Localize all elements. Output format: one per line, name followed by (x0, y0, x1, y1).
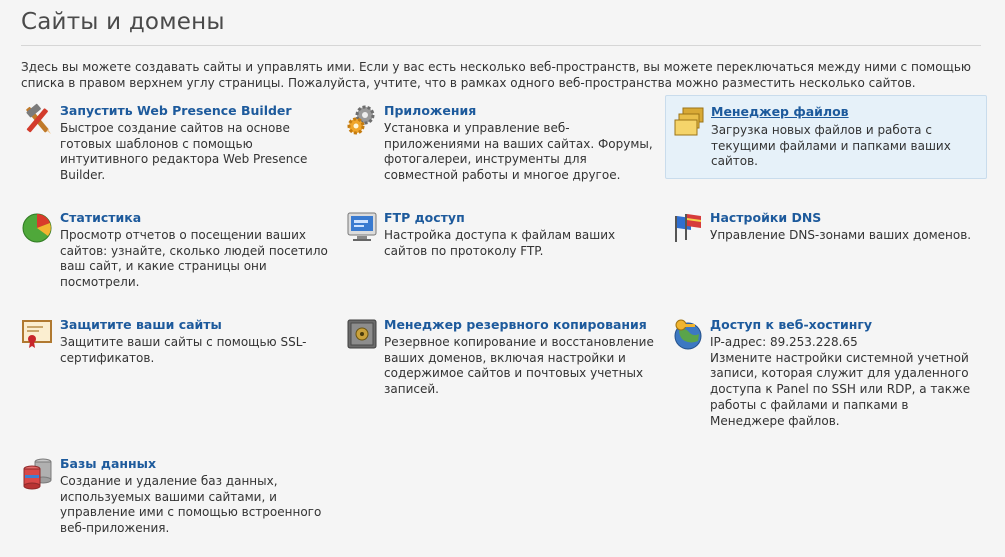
tool-file-manager[interactable] (665, 95, 987, 179)
tool-name[interactable]: Менеджер файлов (711, 104, 849, 119)
dns-flags-icon (671, 210, 705, 244)
tool-description: Защитите ваши сайты с помощью SSL-сертификатов. (60, 335, 307, 365)
tool-description: Просмотр отчетов о посещении ваших сайтов: узнайте, сколько людей посетило ваш сайт, и какие страницы они посмотрели. (60, 228, 328, 290)
tool-description: Настройка доступа к файлам ваших сайтов по протоколу FTP. (384, 228, 616, 258)
pie-chart-icon (21, 210, 55, 244)
tool-description: Управление DNS-зонами ваших доменов. (710, 228, 972, 242)
tool-description: Резервное копирование и восстановление ваших доменов, включая настройки и содержимое сайтов и почтовых учетных записей. (384, 335, 654, 397)
tool-description (710, 335, 980, 429)
globe-key-icon (671, 317, 705, 351)
tool-description: Быстрое создание сайтов на основе готовых шаблонов с помощью интуитивного редактора Web Presence Builder. (60, 121, 308, 183)
ftp-monitor-icon (345, 210, 379, 244)
page-intro: Здесь вы можете создавать сайты и управлять ими. Если у вас есть несколько веб-пространств, вы можете переключаться между ними с помощью списка в правом верхнем углу страницы. Пожалуйста, учтите, что в рамках одного веб-пространства можно разместить несколько сайтов. (21, 60, 972, 90)
tool-name[interactable]: Статистика (60, 210, 142, 225)
page-title: Сайты и домены (21, 9, 225, 35)
tool-name[interactable]: Запустить Web Presence Builder (60, 103, 292, 118)
tool-name[interactable]: Доступ к веб-хостингу (710, 317, 873, 332)
tool-name[interactable]: Базы данных (60, 456, 157, 471)
gears-icon (345, 103, 379, 137)
tool-description-text: Измените настройки системной учетной записи, которая служит для удаленного доступа к Panel по SSH или RDP, а также работы с файлами и папками в Менеджере файлов. (710, 350, 971, 428)
tool-name[interactable]: FTP доступ (384, 210, 465, 225)
tool-description: Загрузка новых файлов и работа с текущими файлами и папками ваших сайтов. (711, 123, 951, 169)
tool-name[interactable]: Настройки DNS (710, 210, 822, 225)
title-divider (21, 45, 981, 46)
tool-name[interactable]: Защитите ваши сайты (60, 317, 222, 332)
safe-icon (345, 317, 379, 351)
tool-description: Установка и управление веб-приложениями на ваших сайтах. Форумы, фотогалереи, инструменты для совместной работы и многое другое. (384, 121, 653, 183)
tool-name[interactable]: Менеджер резервного копирования (384, 317, 647, 332)
database-icon (21, 456, 55, 490)
tool-name[interactable]: Приложения (384, 103, 477, 118)
folders-icon (673, 104, 707, 138)
tool-description: Создание и удаление баз данных, используемых вашими сайтами, и управление ими с помощью встроенного веб-приложения. (60, 474, 322, 536)
hammer-pencil-icon (21, 103, 55, 137)
certificate-icon (21, 317, 55, 351)
ip-address: IP-адрес: 89.253.228.65 (710, 335, 858, 349)
